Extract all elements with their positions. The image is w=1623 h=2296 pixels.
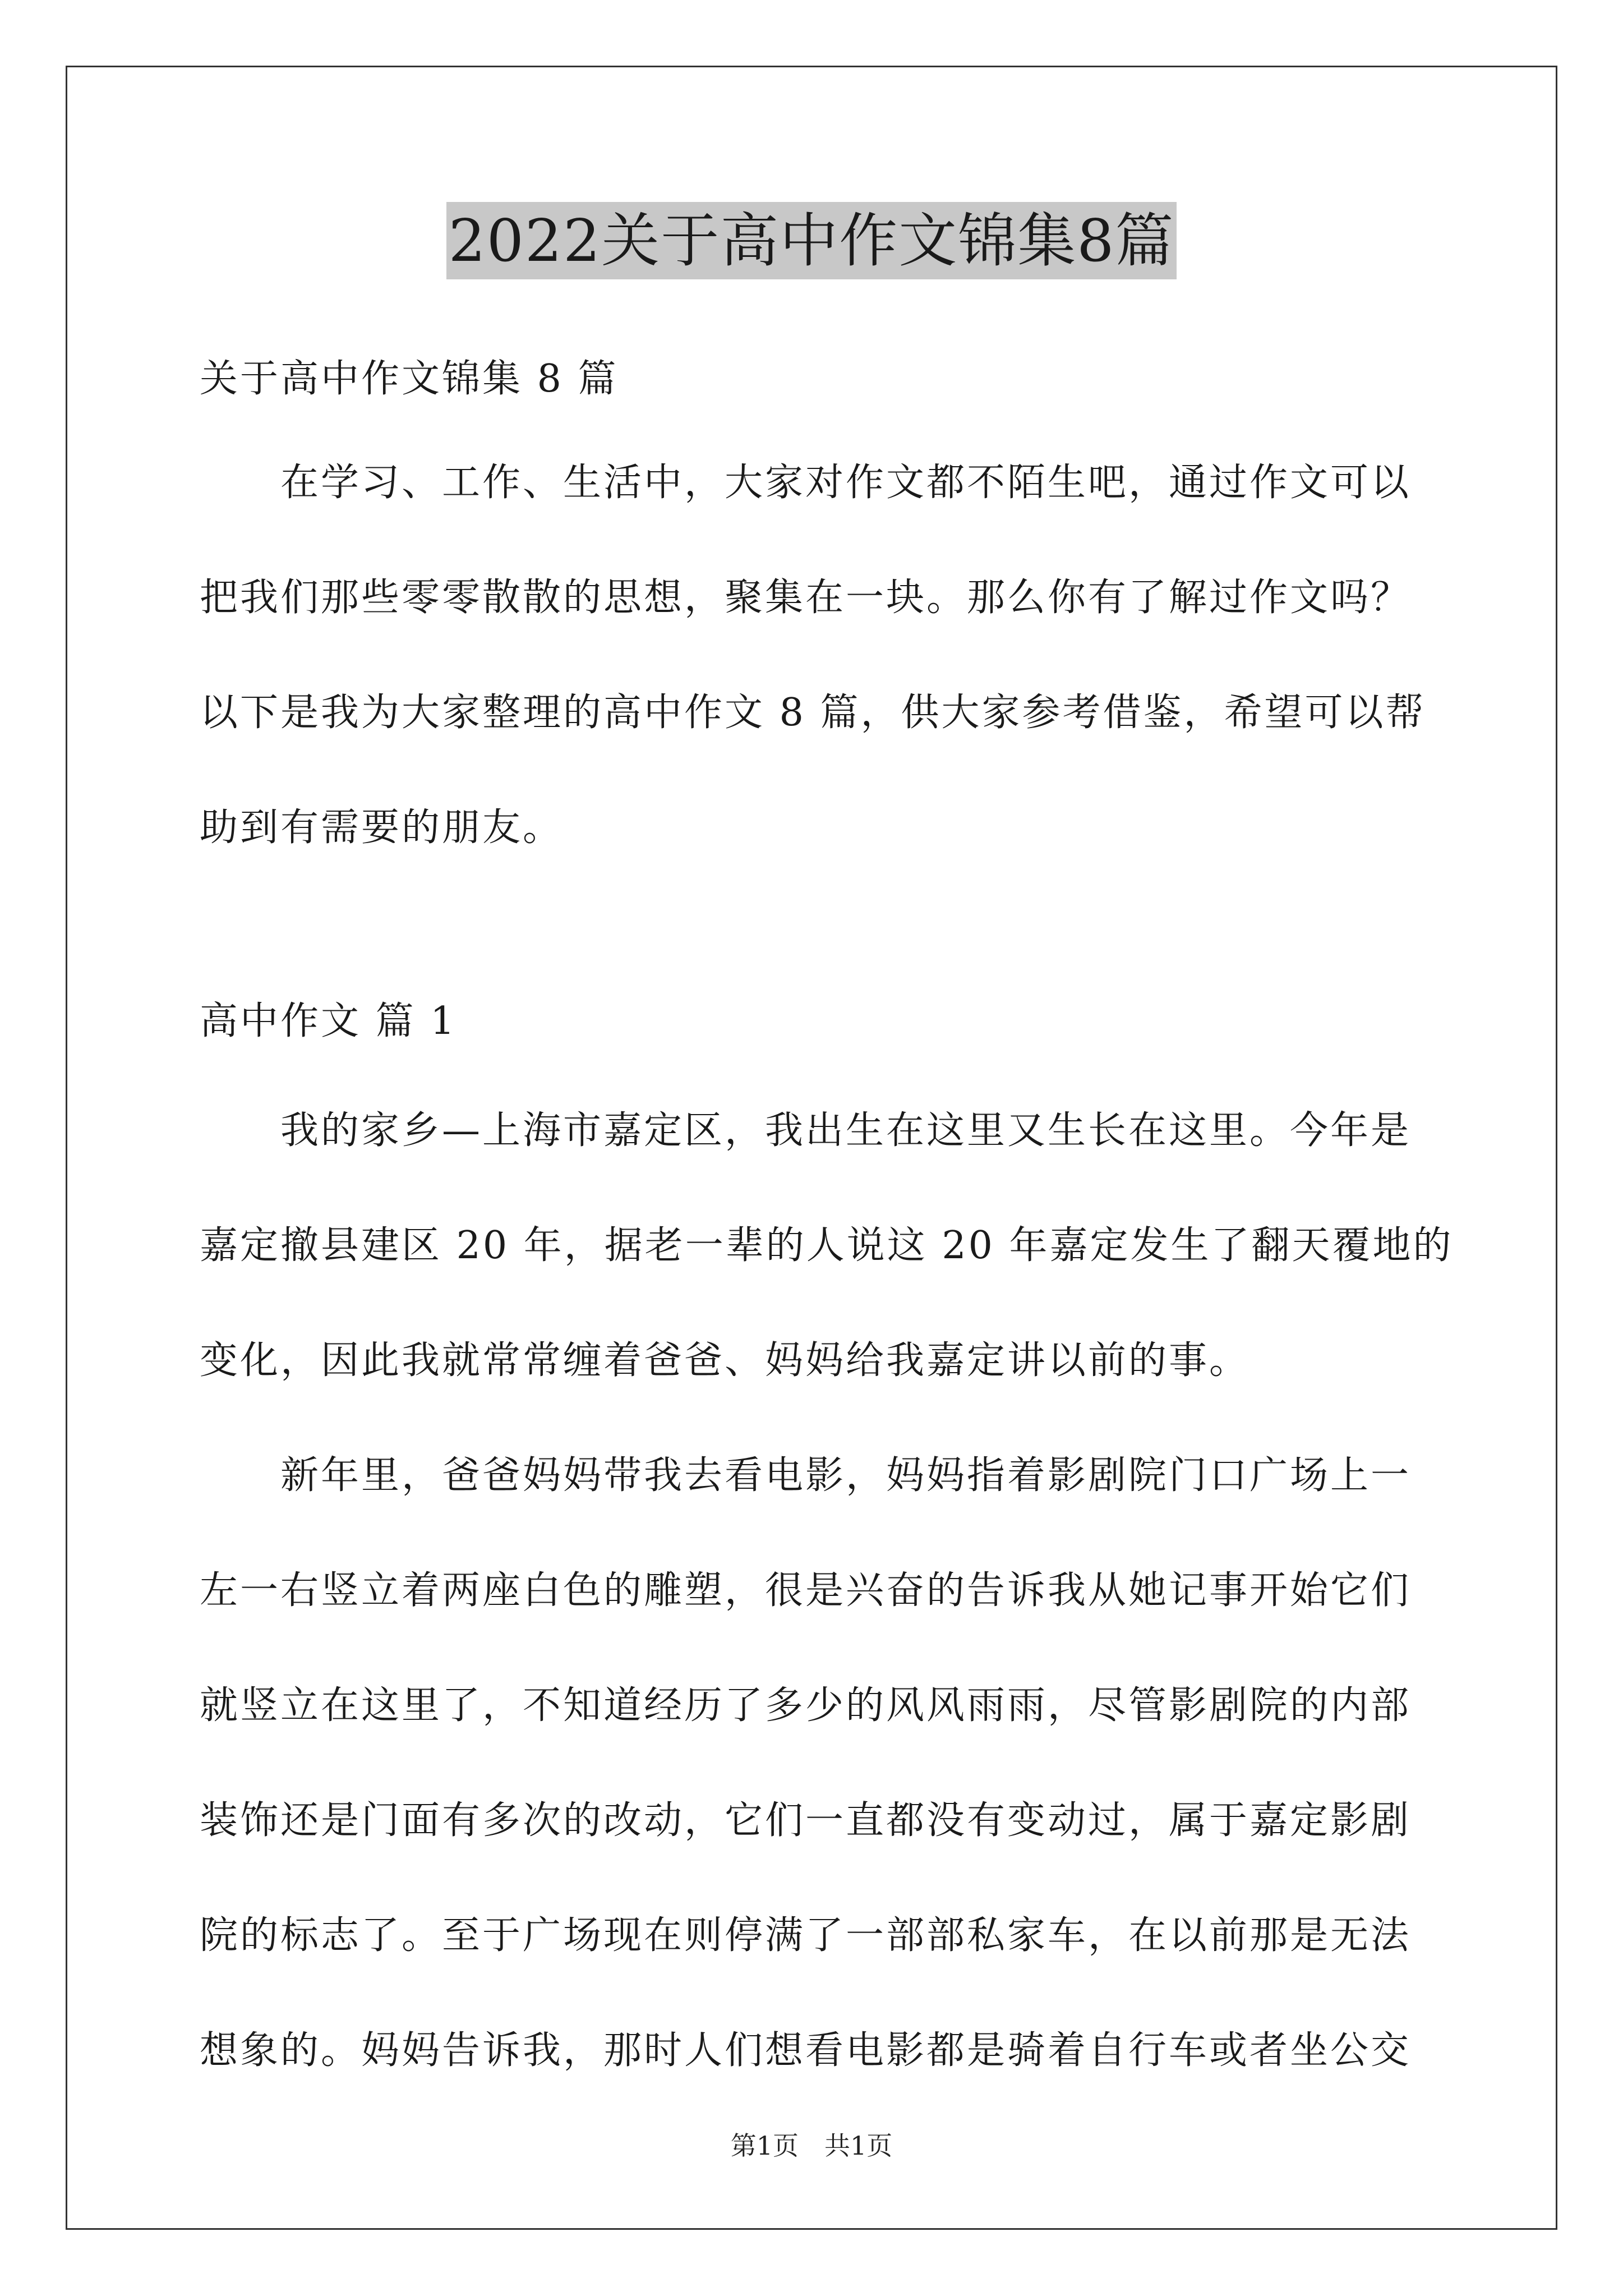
section-heading: 高中作文 篇 1 bbox=[200, 999, 457, 1043]
text-line: 以下是我为大家整理的高中作文 8 篇，供大家参考借鉴，希望可以帮 bbox=[200, 691, 1426, 735]
text-line: 想象的。妈妈告诉我，那时人们想看电影都是骑着自行车或者坐公交 bbox=[200, 2028, 1412, 2073]
page-footer bbox=[0, 2132, 1623, 2160]
document-subtitle: 关于高中作文锦集 8 篇 bbox=[200, 357, 619, 401]
text-line: 助到有需要的朋友。 bbox=[200, 806, 564, 850]
text-line: 就竖立在这里了，不知道经历了多少的风风雨雨，尽管影剧院的内部 bbox=[200, 1683, 1412, 1728]
text-line: 把我们那些零零散散的思想，聚集在一块。那么你有了解过作文吗？ bbox=[200, 576, 1412, 620]
text-line: 装饰还是门面有多次的改动，它们一直都没有变动过，属于嘉定影剧 bbox=[200, 1798, 1412, 1843]
text-line: 变化，因此我就常常缠着爸爸、妈妈给我嘉定讲以前的事。 bbox=[200, 1338, 1250, 1383]
text-line: 左一右竖立着两座白色的雕塑，很是兴奋的告诉我从她记事开始它们 bbox=[200, 1568, 1412, 1613]
page-number: 第1页 共1页 bbox=[730, 2131, 893, 2161]
text-line: 在学习、工作、生活中，大家对作文都不陌生吧，通过作文可以 bbox=[200, 461, 1412, 505]
title-container bbox=[0, 202, 1623, 279]
text-line: 嘉定撤县建区 20 年，据老一辈的人说这 20 年嘉定发生了翻天覆地的 bbox=[200, 1223, 1454, 1268]
document-title: 2022关于高中作文锦集8篇 bbox=[446, 202, 1177, 279]
text-line: 院的标志了。至于广场现在则停满了一部部私家车，在以前那是无法 bbox=[200, 1913, 1412, 1958]
text-line: 我的家乡—上海市嘉定区，我出生在这里又生长在这里。今年是 bbox=[200, 1108, 1412, 1153]
text-line: 新年里，爸爸妈妈带我去看电影，妈妈指着影剧院门口广场上一 bbox=[200, 1453, 1412, 1498]
